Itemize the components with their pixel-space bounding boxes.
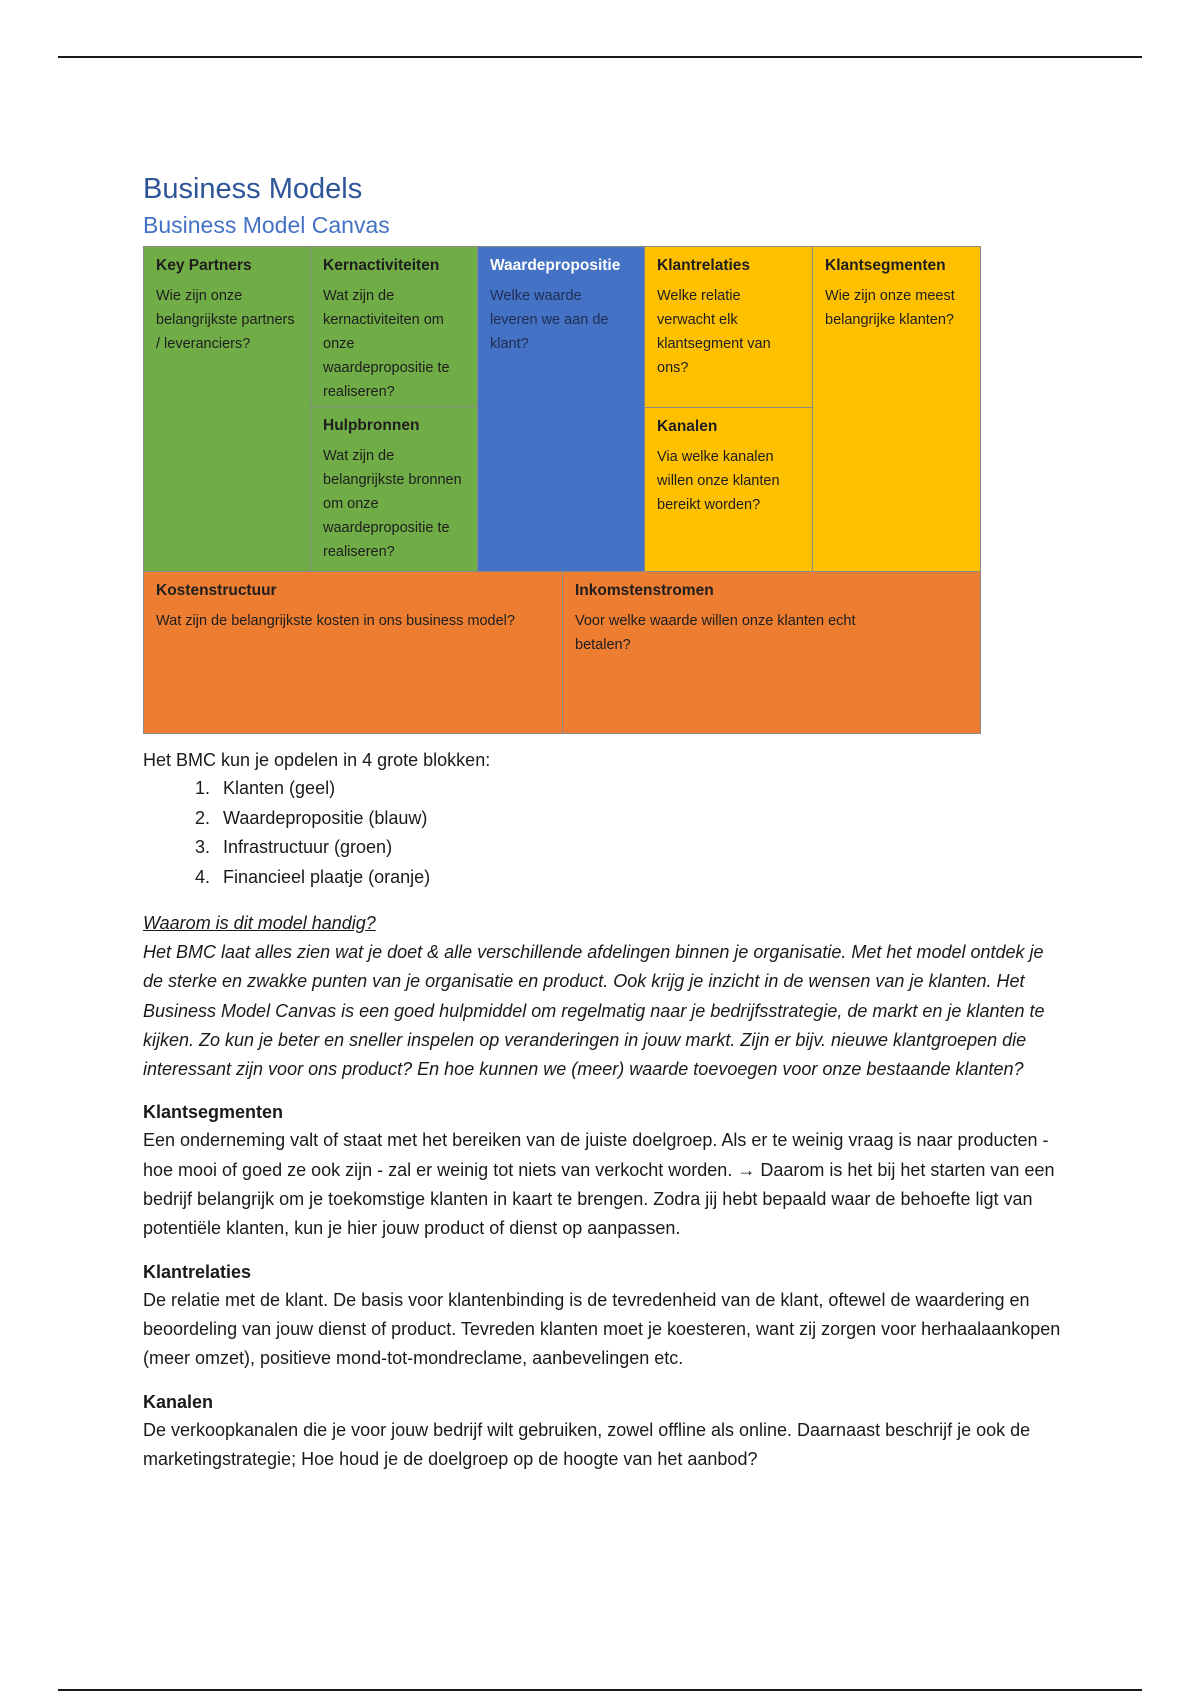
page-content — [143, 170, 1063, 1474]
blocks-list — [143, 774, 1063, 892]
cost-structure-title: Kostenstructuur — [156, 582, 277, 599]
section-text-klantsegmenten: Een onderneming valt of staat met het bereiken van de juiste doelgroep. Als er te weinig vraag is naar producten - hoe mooi of goed ze ook zijn - zal er weinig tot niets van verkocht worden. → Daarom is het bij het starten van een bedrijf belangrijk om je toekomstige klanten in kaart te brengen. Zodra jij hebt bepaald waar de behoefte ligt van potentiële klanten, kun je hier jouw product of dienst op aanpassen. — [143, 1130, 1055, 1239]
list-item: 1. Klanten (geel) — [215, 774, 1063, 804]
footer-rule — [58, 1689, 1142, 1691]
value-proposition-title: Waardepropositie — [490, 257, 621, 274]
canvas-revenue-streams — [562, 571, 981, 734]
canvas-key-partners — [143, 246, 311, 572]
revenue-streams-title: Inkomstenstromen — [575, 582, 714, 599]
customer-segments-title: Klantsegmenten — [825, 257, 946, 274]
why-paragraph: Het BMC laat alles zien wat je doet & alle verschillende afdelingen binnen je organisatie. Met het model ontdek je de sterke en zwakke punten van je organisatie en product. Ook krijg je inzicht in de wensen van je klanten. Het Business Model Canvas is een goed hulpmiddel om regelmatig naar je bedrijfsstrategie, de markt en je klanten te kijken. Zo kun je beter en sneller inspelen op veranderingen in jouw markt. Zijn er bijv. nieuwe klantgroepen die interessant zijn voor ons product? En hoe kunnen we (meer) waarde toevoegen voor onze bestaande klanten? — [143, 942, 1045, 1080]
channels-title: Kanalen — [657, 418, 718, 435]
canvas-customer-relationships — [644, 246, 813, 408]
canvas-customer-segments — [812, 246, 981, 572]
section-text-kanalen: De verkoopkanalen die je voor jouw bedrijf wilt gebruiken, zowel offline als online. Daarnaast beschrijf je ook de marketingstrategie; Hoe houd je de doelgroep op de hoogte van het aanbod? — [143, 1419, 1031, 1469]
revenue-streams-question: Voor welke waarde willen onze klanten echt betalen? — [575, 613, 856, 653]
list-item: 4. Financieel plaatje (oranje) — [215, 863, 1063, 893]
header-rule — [58, 56, 1142, 58]
customer-relationships-title: Klantrelaties — [657, 257, 751, 274]
customer-relationships-question: Welke relatie verwacht elk klantsegment van ons? — [657, 288, 771, 376]
key-resources-question: Wat zijn de belangrijkste bronnen om onze waardepropositie te realiseren? — [323, 448, 462, 560]
section-heading-klantsegmenten: Klantsegmenten — [143, 1102, 284, 1123]
section-text-klantrelaties: De relatie met de klant. De basis voor klantenbinding is de tevredenheid van de klant, oftewel de waardering en beoordeling van jouw dienst of product. Tevreden klanten moet je koesteren, want zij zorgen voor herhaalaankopen (meer omzet), positieve mond-tot-mondreclame, aanbevelingen etc. — [143, 1289, 1061, 1369]
business-model-canvas — [143, 246, 981, 734]
canvas-value-proposition — [477, 246, 645, 572]
canvas-channels — [644, 407, 813, 572]
customer-segments-question: Wie zijn onze meest belangrijke klanten? — [825, 288, 955, 328]
list-item: 2. Waardepropositie (blauw) — [215, 804, 1063, 834]
key-resources-title: Hulpbronnen — [323, 417, 420, 434]
key-partners-question: Wie zijn onze belangrijkste partners / leveranciers? — [156, 288, 295, 352]
list-item: 3. Infrastructuur (groen) — [215, 833, 1063, 863]
cost-structure-question: Wat zijn de belangrijkste kosten in ons business model? — [156, 613, 515, 629]
section-heading-kanalen: Kanalen — [143, 1391, 214, 1412]
canvas-cost-structure — [143, 571, 563, 734]
canvas-key-activities — [310, 246, 478, 407]
page-subtitle: Business Model Canvas — [143, 212, 390, 238]
value-proposition-question: Welke waarde leveren we aan de klant? — [490, 288, 609, 352]
intro-text: Het BMC kun je opdelen in 4 grote blokken: — [143, 750, 491, 770]
why-heading: Waarom is dit model handig? — [143, 913, 376, 933]
section-heading-klantrelaties: Klantrelaties — [143, 1261, 252, 1282]
channels-question: Via welke kanalen willen onze klanten bereikt worden? — [657, 449, 780, 513]
canvas-key-resources — [310, 406, 478, 572]
page-title: Business Models — [143, 173, 363, 205]
key-activities-title: Kernactiviteiten — [323, 257, 440, 274]
key-partners-title: Key Partners — [156, 257, 252, 274]
key-activities-question: Wat zijn de kernactiviteiten om onze waardepropositie te realiseren? — [323, 288, 450, 400]
